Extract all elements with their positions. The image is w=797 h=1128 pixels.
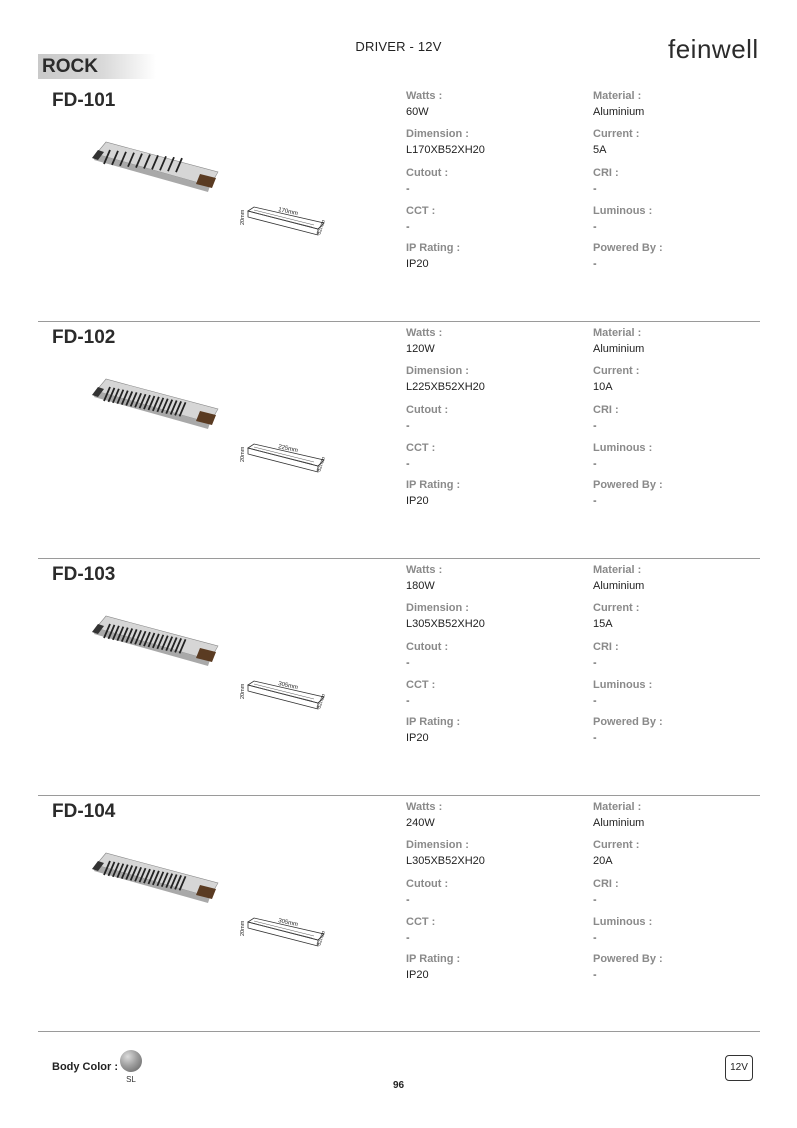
dim-height: 20mm bbox=[240, 446, 246, 462]
spec-material bbox=[593, 801, 773, 830]
product-photo bbox=[88, 373, 223, 433]
spec-material bbox=[593, 327, 773, 356]
spec-current bbox=[593, 128, 773, 157]
spec-value: - bbox=[593, 458, 597, 470]
spec-value: - bbox=[593, 695, 597, 707]
spec-label: Material : bbox=[593, 564, 642, 576]
spec-label: CRI : bbox=[593, 878, 619, 890]
spec-label: Material : bbox=[593, 327, 642, 339]
spec-cutout bbox=[406, 878, 586, 907]
dim-width: 52mm bbox=[316, 930, 328, 947]
spec-value: - bbox=[593, 495, 597, 507]
spec-value: - bbox=[406, 695, 410, 707]
spec-value: - bbox=[593, 420, 597, 432]
spec-value: Aluminium bbox=[593, 817, 645, 829]
spec-cri bbox=[593, 878, 773, 907]
spec-label: Current : bbox=[593, 128, 640, 140]
spec-label: IP Rating : bbox=[406, 716, 461, 728]
dim-height: 20mm bbox=[240, 683, 246, 699]
spec-luminous bbox=[593, 916, 773, 945]
spec-label: CCT : bbox=[406, 916, 436, 928]
spec-value: IP20 bbox=[406, 258, 429, 270]
spec-label: Dimension : bbox=[406, 365, 469, 377]
brand-logo: feinwell bbox=[668, 34, 759, 64]
spec-ip bbox=[406, 242, 586, 271]
spec-value: - bbox=[593, 969, 597, 981]
spec-label: Luminous : bbox=[593, 205, 653, 217]
spec-cct bbox=[406, 916, 586, 945]
spec-label: Luminous : bbox=[593, 916, 653, 928]
spec-value: - bbox=[593, 894, 597, 906]
dimension-drawing bbox=[240, 914, 335, 954]
swatch-code: SL bbox=[126, 1075, 136, 1084]
body-color-swatch bbox=[120, 1050, 142, 1072]
body-color-label: Body Color : bbox=[52, 1061, 118, 1073]
spec-current bbox=[593, 839, 773, 868]
spec-label: Powered By : bbox=[593, 479, 663, 491]
voltage-badge: 12V bbox=[725, 1055, 753, 1081]
spec-value: Aluminium bbox=[593, 580, 645, 592]
page-category-title: DRIVER - 12V bbox=[355, 39, 442, 54]
spec-value: 120W bbox=[406, 343, 435, 355]
spec-label: Watts : bbox=[406, 90, 443, 102]
spec-cutout bbox=[406, 641, 586, 670]
spec-label: IP Rating : bbox=[406, 479, 461, 491]
spec-label: Luminous : bbox=[593, 679, 653, 691]
dim-height: 20mm bbox=[240, 920, 246, 936]
dim-height: 20mm bbox=[240, 209, 246, 225]
spec-watts bbox=[406, 564, 586, 593]
spec-label: Current : bbox=[593, 365, 640, 377]
spec-powered bbox=[593, 479, 773, 508]
spec-cutout bbox=[406, 404, 586, 433]
spec-value: - bbox=[406, 894, 410, 906]
footer-divider bbox=[38, 1031, 760, 1032]
spec-value: - bbox=[593, 932, 597, 944]
spec-material bbox=[593, 564, 773, 593]
spec-label: Dimension : bbox=[406, 839, 469, 851]
spec-label: IP Rating : bbox=[406, 242, 461, 254]
spec-value: - bbox=[406, 657, 410, 669]
spec-value: - bbox=[406, 221, 410, 233]
series-tab bbox=[38, 54, 156, 79]
spec-value: - bbox=[406, 420, 410, 432]
spec-dimension bbox=[406, 839, 586, 868]
spec-label: CCT : bbox=[406, 679, 436, 691]
spec-watts bbox=[406, 90, 586, 119]
spec-value: 180W bbox=[406, 580, 435, 592]
spec-label: Cutout : bbox=[406, 878, 449, 890]
spec-current bbox=[593, 365, 773, 394]
series-name: ROCK bbox=[42, 56, 98, 77]
spec-value: L225XB52XH20 bbox=[406, 381, 485, 393]
spec-cutout bbox=[406, 167, 586, 196]
spec-value: Aluminium bbox=[593, 343, 645, 355]
spec-value: 15A bbox=[593, 618, 613, 630]
spec-label: CCT : bbox=[406, 205, 436, 217]
spec-label: CRI : bbox=[593, 167, 619, 179]
spec-value: - bbox=[406, 932, 410, 944]
product-code: FD-101 bbox=[52, 90, 116, 111]
spec-value: L305XB52XH20 bbox=[406, 855, 485, 867]
spec-current bbox=[593, 602, 773, 631]
spec-value: - bbox=[406, 183, 410, 195]
spec-dimension bbox=[406, 602, 586, 631]
spec-value: Aluminium bbox=[593, 106, 645, 118]
product-block bbox=[0, 325, 797, 562]
page-number: 96 bbox=[392, 1080, 405, 1091]
spec-label: Dimension : bbox=[406, 602, 469, 614]
dim-width: 52mm bbox=[316, 693, 328, 710]
spec-value: IP20 bbox=[406, 969, 429, 981]
spec-label: Powered By : bbox=[593, 953, 663, 965]
spec-watts bbox=[406, 801, 586, 830]
spec-label: Material : bbox=[593, 90, 642, 102]
spec-value: - bbox=[593, 732, 597, 744]
dim-length: 225mm bbox=[277, 444, 299, 455]
spec-cri bbox=[593, 167, 773, 196]
spec-value: L170XB52XH20 bbox=[406, 144, 485, 156]
product-block bbox=[0, 562, 797, 799]
spec-value: 20A bbox=[593, 855, 613, 867]
dimension-drawing bbox=[240, 440, 335, 480]
spec-cct bbox=[406, 679, 586, 708]
spec-dimension bbox=[406, 128, 586, 157]
spec-value: 240W bbox=[406, 817, 435, 829]
spec-powered bbox=[593, 953, 773, 982]
spec-label: Material : bbox=[593, 801, 642, 813]
spec-powered bbox=[593, 716, 773, 745]
spec-value: IP20 bbox=[406, 732, 429, 744]
product-block bbox=[0, 88, 797, 325]
spec-ip bbox=[406, 716, 586, 745]
product-photo bbox=[88, 847, 223, 907]
dim-width: 52mm bbox=[316, 219, 328, 236]
dim-width: 52mm bbox=[316, 456, 328, 473]
spec-value: - bbox=[406, 458, 410, 470]
spec-label: IP Rating : bbox=[406, 953, 461, 965]
spec-label: CRI : bbox=[593, 404, 619, 416]
spec-label: Luminous : bbox=[593, 442, 653, 454]
spec-value: - bbox=[593, 183, 597, 195]
product-block bbox=[0, 799, 797, 1036]
spec-luminous bbox=[593, 205, 773, 234]
spec-luminous bbox=[593, 679, 773, 708]
spec-label: CRI : bbox=[593, 641, 619, 653]
spec-powered bbox=[593, 242, 773, 271]
spec-cct bbox=[406, 442, 586, 471]
spec-luminous bbox=[593, 442, 773, 471]
spec-label: Dimension : bbox=[406, 128, 469, 140]
spec-value: 60W bbox=[406, 106, 429, 118]
dim-length: 305mm bbox=[277, 681, 299, 692]
spec-label: Watts : bbox=[406, 564, 443, 576]
spec-label: Powered By : bbox=[593, 716, 663, 728]
spec-watts bbox=[406, 327, 586, 356]
spec-value: - bbox=[593, 221, 597, 233]
product-photo bbox=[88, 610, 223, 670]
product-code: FD-104 bbox=[52, 801, 116, 822]
spec-value: IP20 bbox=[406, 495, 429, 507]
spec-value: - bbox=[593, 258, 597, 270]
dimension-drawing bbox=[240, 203, 335, 243]
spec-label: Cutout : bbox=[406, 167, 449, 179]
product-code: FD-102 bbox=[52, 327, 116, 348]
spec-value: 10A bbox=[593, 381, 613, 393]
spec-label: Powered By : bbox=[593, 242, 663, 254]
spec-value: 5A bbox=[593, 144, 607, 156]
dim-length: 170mm bbox=[277, 207, 299, 218]
spec-label: Cutout : bbox=[406, 404, 449, 416]
product-code: FD-103 bbox=[52, 564, 116, 585]
spec-label: Current : bbox=[593, 839, 640, 851]
spec-material bbox=[593, 90, 773, 119]
spec-ip bbox=[406, 953, 586, 982]
dim-length: 305mm bbox=[277, 918, 299, 929]
dimension-drawing bbox=[240, 677, 335, 717]
spec-label: CCT : bbox=[406, 442, 436, 454]
spec-dimension bbox=[406, 365, 586, 394]
spec-label: Current : bbox=[593, 602, 640, 614]
spec-cri bbox=[593, 641, 773, 670]
spec-label: Watts : bbox=[406, 801, 443, 813]
spec-ip bbox=[406, 479, 586, 508]
spec-label: Cutout : bbox=[406, 641, 449, 653]
spec-cct bbox=[406, 205, 586, 234]
spec-value: - bbox=[593, 657, 597, 669]
product-photo bbox=[88, 136, 223, 196]
spec-label: Watts : bbox=[406, 327, 443, 339]
spec-value: L305XB52XH20 bbox=[406, 618, 485, 630]
spec-cri bbox=[593, 404, 773, 433]
